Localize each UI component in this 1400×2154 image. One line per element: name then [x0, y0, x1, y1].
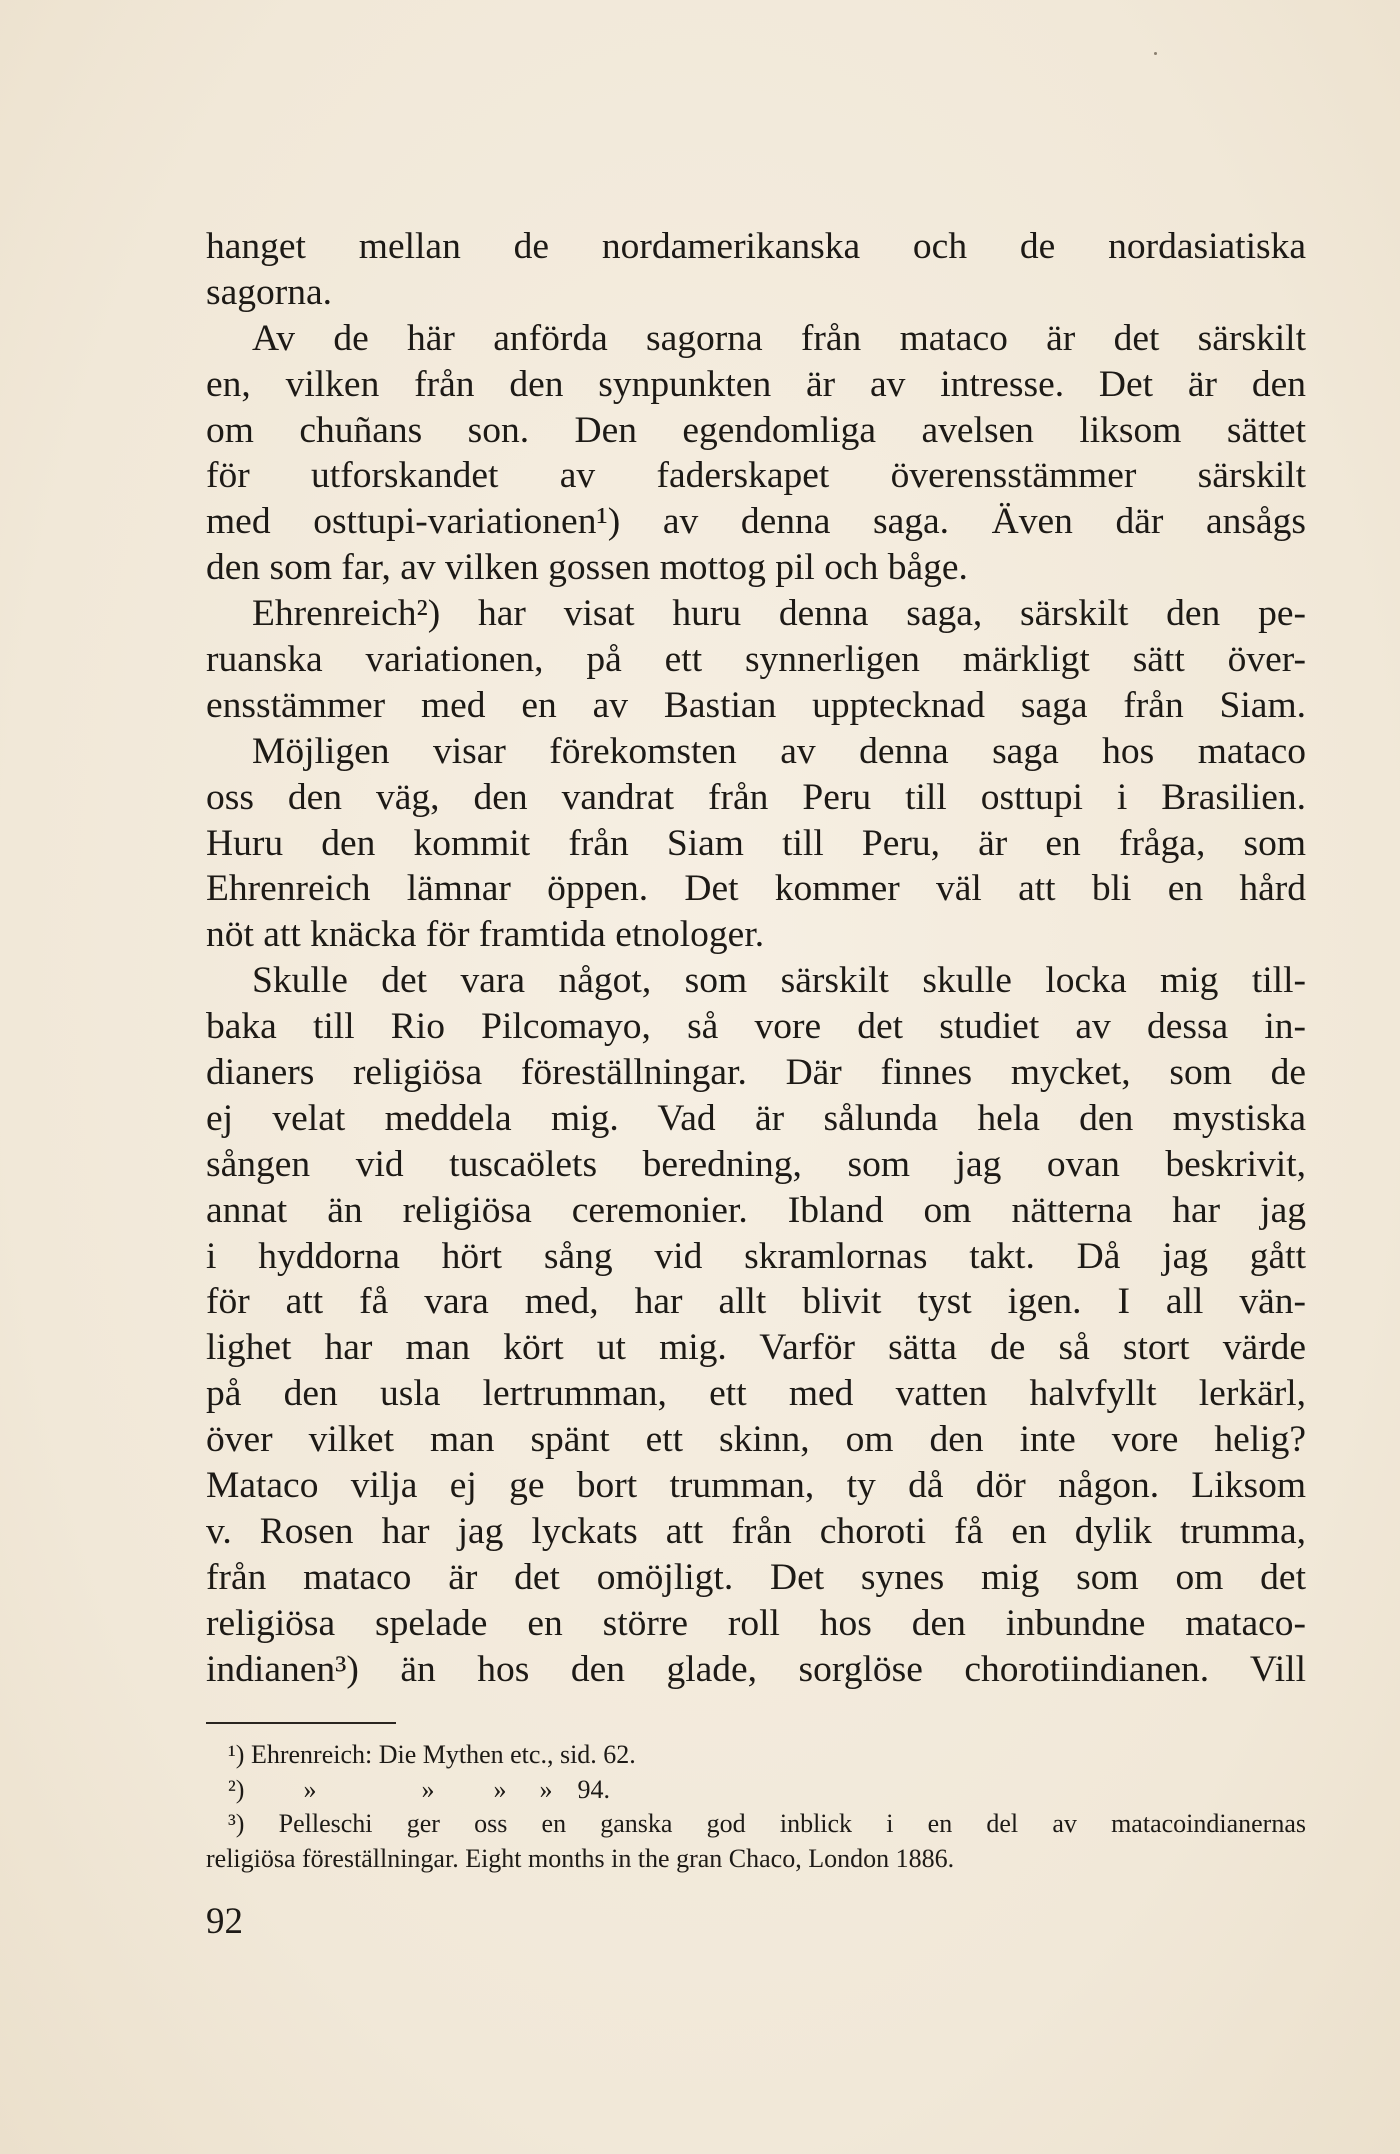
body-text	[206, 224, 1306, 1693]
text-line: ej velat meddela mig. Vad är sålunda hela den mystiska	[206, 1097, 1306, 1139]
text-line: Skulle det vara något, som särskilt skulle locka mig till-	[252, 960, 1306, 1002]
text-line: baka till Rio Pilcomayo, så vore det studiet av dessa in-	[206, 1006, 1306, 1048]
footnote-rule	[206, 1722, 396, 1724]
text-line: ensstämmer med en av Bastian upptecknad saga från Siam.	[206, 684, 1306, 726]
ditto-mark: »	[303, 1774, 317, 1804]
footnote-1: ¹) Ehrenreich: Die Mythen etc., sid. 62.	[228, 1740, 636, 1769]
text-line: Ehrenreich²) har visat huru denna saga, särskilt den pe-	[252, 593, 1306, 635]
text-line: på den usla lertrumman, ett med vatten halvfyllt lerkärl,	[206, 1373, 1306, 1415]
text-line: indianen³) än hos den glade, sorglöse chorotiindianen. Vill	[206, 1648, 1306, 1690]
text-line: v. Rosen har jag lyckats att från choroti få en dylik trumma,	[206, 1510, 1306, 1552]
text-line: Mataco vilja ej ge bort trumman, ty då dör någon. Liksom	[206, 1465, 1306, 1507]
text-line: lighet har man kört ut mig. Varför sätta de så stort värde	[206, 1327, 1306, 1369]
footnote-2	[206, 1773, 1306, 1808]
text-line: oss den väg, den vandrat från Peru till osttupi i Brasilien.	[206, 776, 1306, 818]
text-line: för att få vara med, har allt blivit tyst igen. I all vän-	[206, 1281, 1306, 1323]
text-line: över vilket man spänt ett skinn, om den inte vore helig?	[206, 1419, 1306, 1461]
footnotes	[206, 1738, 1306, 1876]
text-line: en, vilken från den synpunkten är av intresse. Det är den	[206, 363, 1306, 405]
text-line: Ehrenreich lämnar öppen. Det kommer väl att bli en hård	[206, 868, 1306, 910]
text-line: Möjligen visar förekomsten av denna saga hos mataco	[252, 730, 1306, 772]
text-line: för utforskandet av faderskapet överensstämmer särskilt	[206, 455, 1306, 497]
text-line: Av de här anförda sagorna från mataco är det särskilt	[252, 317, 1306, 359]
footnote-3-line-2: religiösa föreställningar. Eight months in the gran Chaco, London 1886.	[206, 1843, 955, 1873]
ditto-mark: »	[421, 1774, 435, 1804]
text-line: sagorna.	[206, 271, 332, 313]
page-number: 92	[206, 1901, 243, 1942]
text-line: i hyddorna hört sång vid skramlornas takt. Då jag gått	[206, 1235, 1306, 1277]
text-line: ruanska variationen, på ett synnerligen märkligt sätt över-	[206, 639, 1306, 681]
text-line: från mataco är det omöjligt. Det synes mig som om det	[206, 1556, 1306, 1598]
footnote-2-marker: ²)	[228, 1774, 245, 1804]
text-line: dianers religiösa föreställningar. Där finnes mycket, som de	[206, 1052, 1306, 1094]
ditto-mark: »	[539, 1774, 553, 1804]
footnote-2-page: 94.	[577, 1774, 610, 1804]
text-line: hanget mellan de nordamerikanska och de nordasiatiska	[206, 226, 1306, 267]
text-line: Huru den kommit från Siam till Peru, är en fråga, som	[206, 822, 1306, 864]
text-line: nöt att knäcka för framtida etnologer.	[206, 914, 765, 956]
footnote-3-line-1: ³) Pelleschi ger oss en ganska god inblick i en del av matacoindianernas	[228, 1809, 1306, 1838]
text-line: sången vid tuscaölets beredning, som jag ovan beskrivit,	[206, 1143, 1306, 1185]
text-line: om chuñans son. Den egendomliga avelsen liksom sättet	[206, 409, 1306, 451]
text-line: annat än religiösa ceremonier. Ibland om nätterna har jag	[206, 1189, 1306, 1231]
ditto-mark: »	[493, 1774, 507, 1804]
text-line: den som far, av vilken gossen mottog pil och båge.	[206, 547, 968, 589]
text-line: religiösa spelade en större roll hos den inbundne mataco-	[206, 1602, 1306, 1644]
text-line: med osttupi-variationen¹) av denna saga. Även där ansågs	[206, 501, 1306, 543]
paper-speck	[1154, 52, 1157, 55]
